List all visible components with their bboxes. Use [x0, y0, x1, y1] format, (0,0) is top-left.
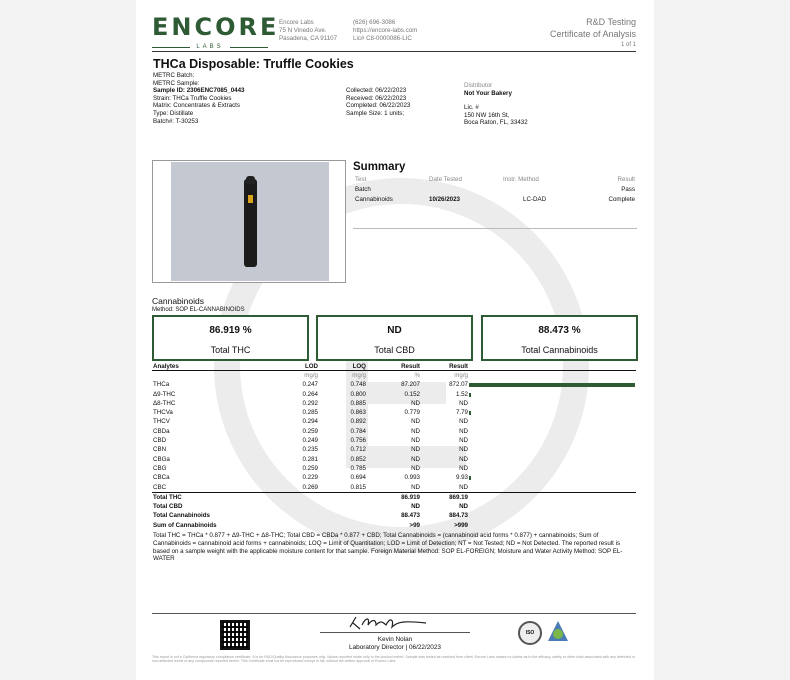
result-bar	[469, 411, 471, 415]
cell-loq: 0.712	[350, 446, 366, 454]
coa-page	[136, 0, 654, 680]
cell-pct: ND	[411, 418, 420, 426]
cell-mg: ND	[459, 503, 468, 511]
cell-mg: ND	[459, 464, 468, 472]
cell-mg: ND	[459, 455, 468, 463]
summary-row: Batch Pass	[355, 186, 635, 193]
cell-mg: 884.73	[449, 512, 468, 520]
cell-pct: 88.473	[401, 512, 420, 520]
lab-address: Encore Labs 75 N Vinedo Ave. Pasadena, CA 91107	[279, 19, 338, 42]
sample-details: METRC Batch: METRC Sample: Sample ID: 2306ENC7085_0443 Strain: THCa Truffle Cookies Matrix: Concentrates & Extracts Type: Distillate Batch#: T-30253	[153, 72, 245, 125]
cell-lod: 0.229	[302, 474, 318, 482]
summary-table	[353, 176, 637, 206]
cell-name: CBN	[153, 446, 167, 454]
cell-loq: 0.863	[350, 409, 366, 417]
vape-pen-image	[244, 179, 257, 267]
signature-line	[320, 632, 470, 633]
table-row	[152, 464, 636, 473]
cell-loq: 0.785	[350, 464, 366, 472]
cell-name: Δ9-THC	[153, 390, 176, 398]
total-row	[152, 521, 636, 530]
cell-pct: ND	[411, 483, 420, 491]
cell-lod: 0.294	[302, 418, 318, 426]
cell-pct: 86.919	[401, 493, 420, 501]
table-row	[152, 427, 636, 436]
total-cannabinoids-box: 88.473 % Total Cannabinoids	[481, 315, 638, 361]
cell-name: CBDa	[153, 427, 170, 435]
calculation-notes: Total THC = THCa * 0.877 + Δ9-THC + Δ8-THC; Total CBD = CBDa * 0.877 + CBD; Total Cannabinoids = (cannabinoid acid forms * 0.877) + cannabinoids; Sum of Cannabinoids = cannabinoid acid forms + cannabinoids; LOQ = Limit of Quantitation; LOD = Limit of Detection; NT = Not Tested; ND = Not Detected. The reported result is based on a sample weight with the applicable moisture content for that sample. Foreign Material Method: SOP EL-FOREIGN; Moisture and Water Activity Method: SOP EL-WATER	[153, 532, 623, 563]
cannabinoids-title: Cannabinoids	[152, 296, 204, 306]
cell-pct: ND	[411, 455, 420, 463]
cell-pct: ND	[411, 503, 420, 511]
cell-name: Sum of Cannabinoids	[153, 521, 217, 529]
table-row	[152, 483, 636, 492]
summary-title: Summary	[353, 161, 406, 173]
encore-logo: ENCORE LABS	[152, 13, 280, 50]
cell-name: THCV	[153, 418, 170, 426]
total-thc-box: 86.919 % Total THC	[152, 315, 309, 361]
cell-loq: 0.885	[350, 399, 366, 407]
cell-name: Total CBD	[153, 503, 183, 511]
product-title: THCa Disposable: Truffle Cookies	[153, 57, 354, 71]
cell-lod: 0.259	[302, 427, 318, 435]
cell-lod: 0.249	[302, 437, 318, 445]
cell-pct: ND	[411, 446, 420, 454]
table-row	[152, 473, 636, 482]
cell-mg: 7.79	[455, 409, 468, 417]
cell-mg: ND	[459, 418, 468, 426]
product-image	[152, 160, 346, 283]
cannabinoids-table	[152, 362, 636, 530]
cell-name: Total Cannabinoids	[153, 512, 210, 520]
cell-mg: 872.07	[449, 381, 468, 389]
cell-mg: 869.19	[449, 493, 468, 501]
cell-pct: ND	[411, 437, 420, 445]
disclaimer: This report is not a California regulatory compliance certificate. It is for R&D/Quality Assurance purposes only. Values reported relate only to the product tested. Sample was tested as received from client. Encore Labs makes no claims as to the efficacy, safety or other risks associated with any detected or non-detected levels of any compounds reported herein. This Certificate shall not be reproduced except in full, without the written approval of Encore Labs.	[152, 655, 635, 664]
cell-pct: ND	[411, 427, 420, 435]
cell-name: THCa	[153, 381, 170, 389]
document-type: R&D Testing Certificate of Analysis 1 of 1	[549, 17, 636, 48]
cell-lod: 0.292	[302, 399, 318, 407]
cell-name: Δ8-THC	[153, 399, 176, 407]
cell-mg: >999	[454, 521, 468, 529]
cell-pct: 0.779	[404, 409, 420, 417]
cell-loq: 0.748	[350, 381, 366, 389]
cell-lod: 0.235	[302, 446, 318, 454]
signatory: Kevin Nolan Laboratory Director | 06/22/2023	[349, 636, 441, 651]
table-row	[152, 380, 636, 389]
cell-loq: 0.784	[350, 427, 366, 435]
cell-pct: ND	[411, 399, 420, 407]
cell-loq: 0.892	[350, 418, 366, 426]
cell-mg: ND	[459, 437, 468, 445]
cell-pct: 87.207	[401, 381, 420, 389]
cell-loq: 0.694	[350, 474, 366, 482]
table-row	[152, 436, 636, 445]
cell-name: CBG	[153, 464, 167, 472]
cell-lod: 0.247	[302, 381, 318, 389]
cell-name: Total THC	[153, 493, 182, 501]
cell-pct: 0.993	[404, 474, 420, 482]
summary-row: Cannabinoids 10/26/2023 LC-DAD Complete	[355, 196, 635, 203]
accreditation-badge-icon	[546, 619, 570, 645]
cell-loq: 0.815	[350, 483, 366, 491]
cell-name: CBCa	[153, 474, 170, 482]
result-bar	[469, 393, 471, 397]
cell-lod: 0.281	[302, 455, 318, 463]
distributor-info: Distributor Not Your Bakery Lic. # 150 NW 16th St, Boca Raton, FL, 33432	[464, 82, 528, 127]
cell-lod: 0.264	[302, 390, 318, 398]
cell-loq: 0.756	[350, 437, 366, 445]
cell-lod: 0.285	[302, 409, 318, 417]
table-row	[152, 390, 636, 399]
cell-mg: ND	[459, 399, 468, 407]
cell-mg: 9.93	[455, 474, 468, 482]
cell-mg: ND	[459, 427, 468, 435]
summary-divider	[353, 228, 637, 229]
table-row	[152, 455, 636, 464]
cell-name: CBD	[153, 437, 167, 445]
cannabinoids-method: Method: SOP EL-CANNABINOIDS	[152, 307, 245, 313]
total-row	[152, 502, 636, 511]
cell-pct: ND	[411, 464, 420, 472]
cell-name: THCVa	[153, 409, 173, 417]
table-row	[152, 417, 636, 426]
cell-loq: 0.852	[350, 455, 366, 463]
table-units-row: mg/g mg/g % mg/g	[304, 372, 468, 379]
sample-dates: Collected: 06/22/2023 Received: 06/22/2023 Completed: 06/22/2023 Sample Size: 1 units;	[346, 87, 411, 117]
cell-loq: 0.800	[350, 390, 366, 398]
cell-mg: ND	[459, 446, 468, 454]
total-cbd-box: ND Total CBD	[316, 315, 473, 361]
cell-pct: >99	[409, 521, 420, 529]
header-divider	[152, 51, 636, 52]
table-row	[152, 399, 636, 408]
cell-name: CBC	[153, 483, 167, 491]
table-row	[152, 445, 636, 454]
total-row	[152, 511, 636, 520]
cell-lod: 0.259	[302, 464, 318, 472]
summary-header-row: Test Date Tested Instr. Method Result	[355, 176, 635, 183]
cell-lod: 0.269	[302, 483, 318, 491]
table-header: Analytes LOD LOQ Result Result	[152, 362, 636, 371]
total-row	[152, 493, 636, 502]
cell-name: CBGa	[153, 455, 170, 463]
cell-pct: 0.152	[404, 390, 420, 398]
table-row	[152, 408, 636, 417]
result-bar	[469, 476, 471, 480]
result-bar	[469, 383, 635, 387]
qr-code[interactable]	[220, 620, 250, 650]
accreditation-seal-icon: ISO	[518, 621, 542, 645]
lab-contact: (626) 696-3086 https://encore-labs.com Lic# C8-0000086-LIC	[353, 19, 418, 42]
cell-mg: 1.52	[455, 390, 468, 398]
cell-mg: ND	[459, 483, 468, 491]
